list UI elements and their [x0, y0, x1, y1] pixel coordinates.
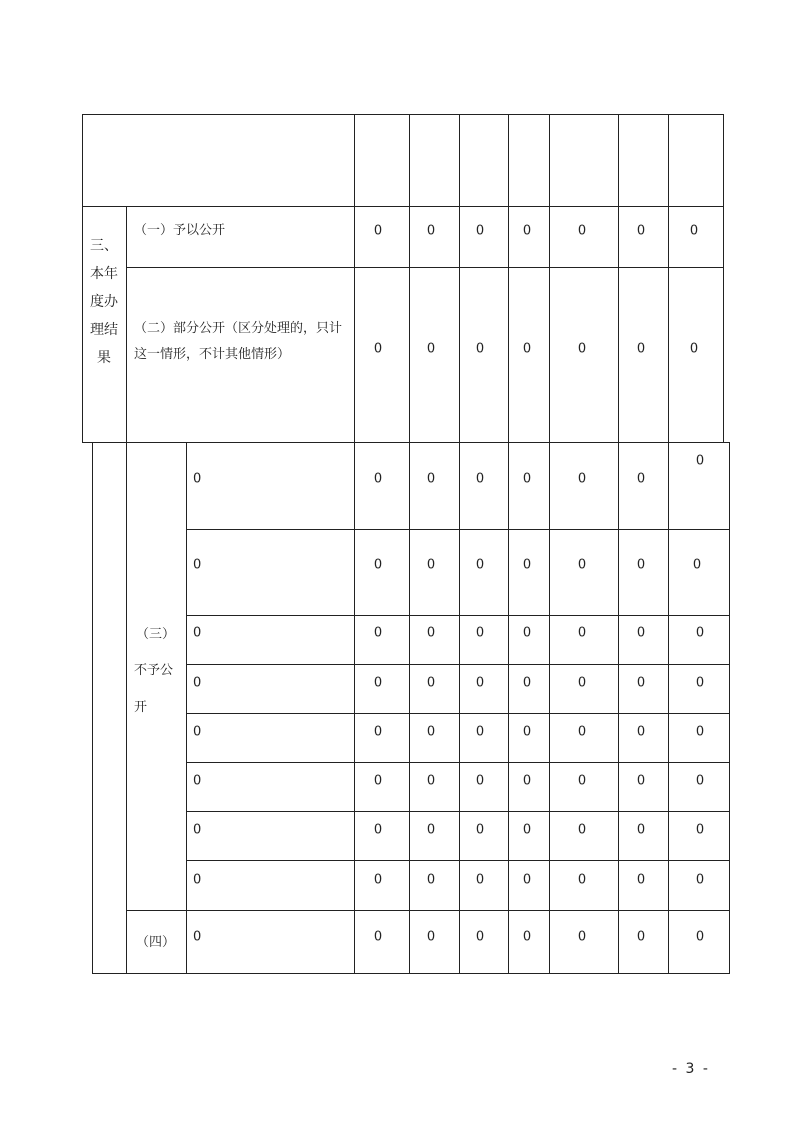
row-label-grant: （一）予以公开 — [134, 223, 226, 238]
table-cell: 0 — [426, 471, 436, 487]
table-col-divider — [409, 114, 410, 974]
table-cell: 0 — [692, 557, 702, 573]
table-cell: 0 — [636, 625, 646, 641]
table-cell: 0 — [373, 872, 383, 888]
table-cell: 0 — [522, 724, 532, 740]
table-border-right-lower — [729, 442, 730, 974]
table-col-divider — [668, 114, 669, 974]
table-cell: 0 — [426, 929, 436, 945]
group-label-line: （三） — [136, 627, 176, 642]
table-cell: 0 — [522, 223, 532, 239]
table-cell: 0 — [193, 557, 202, 573]
section-header-line: 本年 — [90, 266, 118, 282]
table-cell: 0 — [522, 675, 532, 691]
table-cell: 0 — [577, 872, 587, 888]
table-cell: 0 — [373, 471, 383, 487]
table-cell: 0 — [636, 341, 646, 357]
table-cell: 0 — [636, 557, 646, 573]
table-cell: 0 — [426, 872, 436, 888]
table-col-divider — [549, 114, 550, 974]
table-cell: 0 — [475, 724, 485, 740]
table-cell: 0 — [577, 822, 587, 838]
row-label-line: （二）部分公开（区分处理的，只计 — [134, 321, 343, 336]
table-cell: 0 — [193, 675, 202, 691]
table-cell: 0 — [522, 557, 532, 573]
table-cell: 0 — [475, 471, 485, 487]
table-cell: 0 — [636, 724, 646, 740]
table-row-divider — [186, 664, 730, 665]
table-cell: 0 — [636, 223, 646, 239]
section-three-header — [86, 232, 122, 372]
table-border-left-lower — [92, 442, 93, 974]
table-row-divider — [82, 442, 730, 443]
table-cell: 0 — [522, 872, 532, 888]
table-cell: 0 — [373, 625, 383, 641]
table-cell: 0 — [695, 872, 705, 888]
table-cell: 0 — [373, 675, 383, 691]
table-cell: 0 — [193, 471, 202, 487]
table-col-divider — [126, 206, 127, 974]
table-row-divider — [126, 910, 730, 911]
table-cell: 0 — [689, 341, 699, 357]
table-cell: 0 — [577, 929, 587, 945]
table-cell: 0 — [373, 773, 383, 789]
table-cell: 0 — [636, 471, 646, 487]
table-cell: 0 — [373, 929, 383, 945]
table-cell: 0 — [689, 223, 699, 239]
table-cell: 0 — [522, 929, 532, 945]
table-cell: 0 — [695, 822, 705, 838]
table-cell: 0 — [522, 341, 532, 357]
table-cell: 0 — [695, 675, 705, 691]
table-cell: 0 — [522, 471, 532, 487]
row-label-partial — [134, 316, 354, 368]
table-cell: 0 — [522, 822, 532, 838]
table-cell: 0 — [426, 223, 436, 239]
table-row-divider — [186, 860, 730, 861]
table-cell: 0 — [426, 724, 436, 740]
table-cell: 0 — [373, 557, 383, 573]
table-cell: 0 — [695, 724, 705, 740]
table-cell: 0 — [426, 341, 436, 357]
table-cell: 0 — [577, 724, 587, 740]
table-cell: 0 — [695, 625, 705, 641]
table-cell: 0 — [475, 822, 485, 838]
table-col-divider — [508, 114, 509, 974]
table-row-divider — [82, 206, 724, 207]
table-cell: 0 — [426, 625, 436, 641]
table-cell: 0 — [373, 341, 383, 357]
table-col-divider — [354, 114, 355, 974]
table-row-divider — [186, 811, 730, 812]
table-cell: 0 — [475, 929, 485, 945]
table-cell: 0 — [636, 675, 646, 691]
table-cell: 0 — [475, 872, 485, 888]
group-label-line: 不予公 — [134, 663, 174, 678]
table-cell: 0 — [522, 625, 532, 641]
table-cell: 0 — [695, 453, 705, 469]
table-row-divider — [186, 615, 730, 616]
table-cell: 0 — [193, 929, 202, 945]
table-row-divider — [126, 267, 724, 268]
table-cell: 0 — [577, 471, 587, 487]
table-col-divider — [618, 114, 619, 974]
table-border-bottom — [92, 973, 730, 974]
table-cell: 0 — [577, 675, 587, 691]
table-cell: 0 — [577, 625, 587, 641]
table-cell: 0 — [193, 625, 202, 641]
row-label-four: （四） — [136, 935, 176, 950]
table-border-right — [723, 114, 724, 443]
table-cell: 0 — [636, 872, 646, 888]
table-cell: 0 — [373, 223, 383, 239]
table-cell: 0 — [475, 625, 485, 641]
section-header-line: 度办 — [90, 294, 118, 310]
table-cell: 0 — [695, 929, 705, 945]
table-cell: 0 — [636, 773, 646, 789]
table-border-left — [82, 114, 83, 443]
table-cell: 0 — [426, 773, 436, 789]
table-row-divider — [186, 713, 730, 714]
table-cell: 0 — [426, 675, 436, 691]
table-cell: 0 — [193, 724, 202, 740]
table-border-top — [82, 114, 724, 115]
table-row-divider — [186, 762, 730, 763]
table-cell: 0 — [475, 675, 485, 691]
table-cell: 0 — [193, 872, 202, 888]
table-cell: 0 — [373, 724, 383, 740]
table-cell: 0 — [522, 773, 532, 789]
table-cell: 0 — [475, 223, 485, 239]
table-cell: 0 — [577, 341, 587, 357]
table-cell: 0 — [577, 557, 587, 573]
table-cell: 0 — [636, 822, 646, 838]
section-header-line: 理结 — [90, 322, 118, 338]
group-label-line: 开 — [134, 700, 148, 715]
table-cell: 0 — [577, 223, 587, 239]
page-number: - 3 - — [672, 1061, 710, 1077]
table-cell: 0 — [193, 822, 202, 838]
table-cell: 0 — [475, 773, 485, 789]
table-cell: 0 — [636, 929, 646, 945]
table-col-divider — [459, 114, 460, 974]
table-cell: 0 — [426, 822, 436, 838]
table-cell: 0 — [193, 773, 202, 789]
table-cell: 0 — [695, 773, 705, 789]
table-col-divider — [186, 442, 187, 974]
table-cell: 0 — [475, 341, 485, 357]
section-header-line: 果 — [97, 350, 111, 366]
table-cell: 0 — [373, 822, 383, 838]
table-row-divider — [186, 529, 730, 530]
table-cell: 0 — [577, 773, 587, 789]
table-cell: 0 — [475, 557, 485, 573]
table-cell: 0 — [426, 557, 436, 573]
section-header-line: 三、 — [90, 238, 118, 254]
row-label-line: 这一情形，不计其他情形） — [134, 347, 291, 362]
